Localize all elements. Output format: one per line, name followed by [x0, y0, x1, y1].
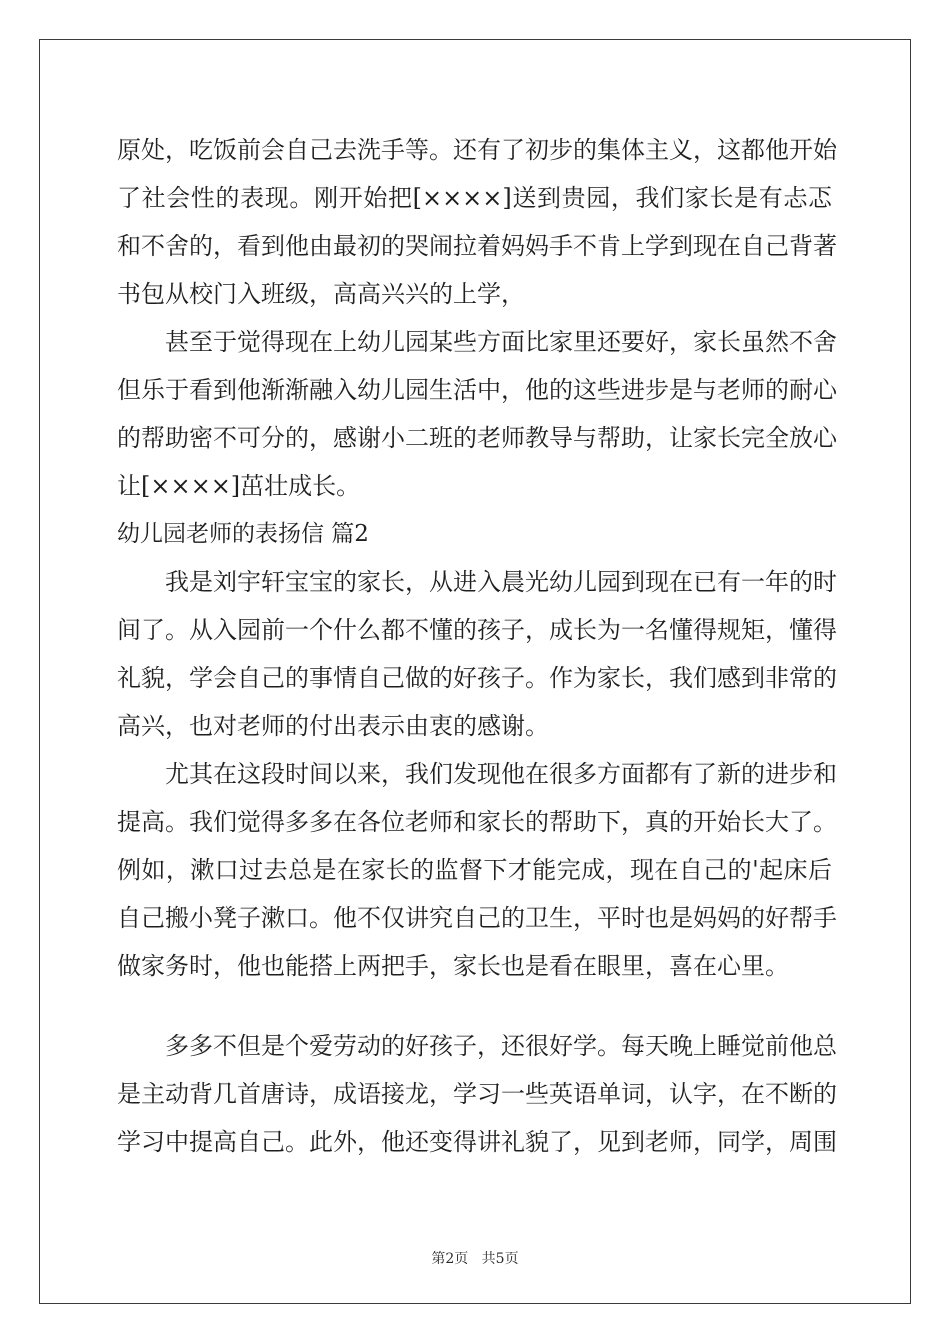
section-heading: 幼儿园老师的表扬信 篇2: [117, 521, 369, 547]
text-line: 礼貌，学会自己的事情自己做的好孩子。作为家长，我们感到非常的: [117, 664, 837, 692]
text-line: 多多不但是个爱劳动的好孩子，还很好学。每天晚上睡觉前他总: [165, 1032, 837, 1060]
text-line: 书包从校门入班级，高高兴兴的上学，: [117, 280, 525, 308]
text-line: 让[××××]茁壮成长。: [117, 472, 361, 500]
total-pages: 共5页: [481, 1251, 519, 1267]
text-line: 甚至于觉得现在上幼儿园某些方面比家里还要好，家长虽然不舍: [165, 328, 837, 356]
text-line: 是主动背几首唐诗，成语接龙，学习一些英语单词，认字，在不断的: [117, 1080, 837, 1108]
text-line: 间了。从入园前一个什么都不懂的孩子，成长为一名懂得规矩，懂得: [117, 616, 837, 644]
text-line: 但乐于看到他渐渐融入幼儿园生活中，他的这些进步是与老师的耐心: [117, 376, 837, 404]
text-line: 学习中提高自己。此外，他还变得讲礼貌了，见到老师，同学，周围: [117, 1128, 837, 1156]
page-footer: [0, 1248, 950, 1268]
text-line: 的帮助密不可分的，感谢小二班的老师教导与帮助，让家长完全放心: [117, 424, 837, 452]
text-line: 尤其在这段时间以来，我们发现他在很多方面都有了新的进步和: [165, 760, 837, 788]
text-line: 例如，漱口过去总是在家长的监督下才能完成，现在自己的'起床后: [117, 856, 832, 884]
page-number: 第2页: [431, 1251, 469, 1267]
text-line: 了社会性的表现。刚开始把[××××]送到贵园，我们家长是有忐忑: [117, 184, 832, 212]
text-line: 高兴，也对老师的付出表示由衷的感谢。: [117, 712, 549, 740]
text-line: 我是刘宇轩宝宝的家长，从进入晨光幼儿园到现在已有一年的时: [165, 568, 837, 596]
text-line: 原处，吃饭前会自己去洗手等。还有了初步的集体主义，这都他开始: [117, 136, 837, 164]
text-line: 自己搬小凳子漱口。他不仅讲究自己的卫生，平时也是妈妈的好帮手: [117, 904, 837, 932]
text-line: 提高。我们觉得多多在各位老师和家长的帮助下，真的开始长大了。: [117, 808, 837, 836]
text-line: 和不舍的，看到他由最初的哭闹拉着妈妈手不肯上学到现在自己背著: [117, 232, 837, 260]
text-line: 做家务时，他也能搭上两把手，家长也是看在眼里，喜在心里。: [117, 952, 789, 980]
